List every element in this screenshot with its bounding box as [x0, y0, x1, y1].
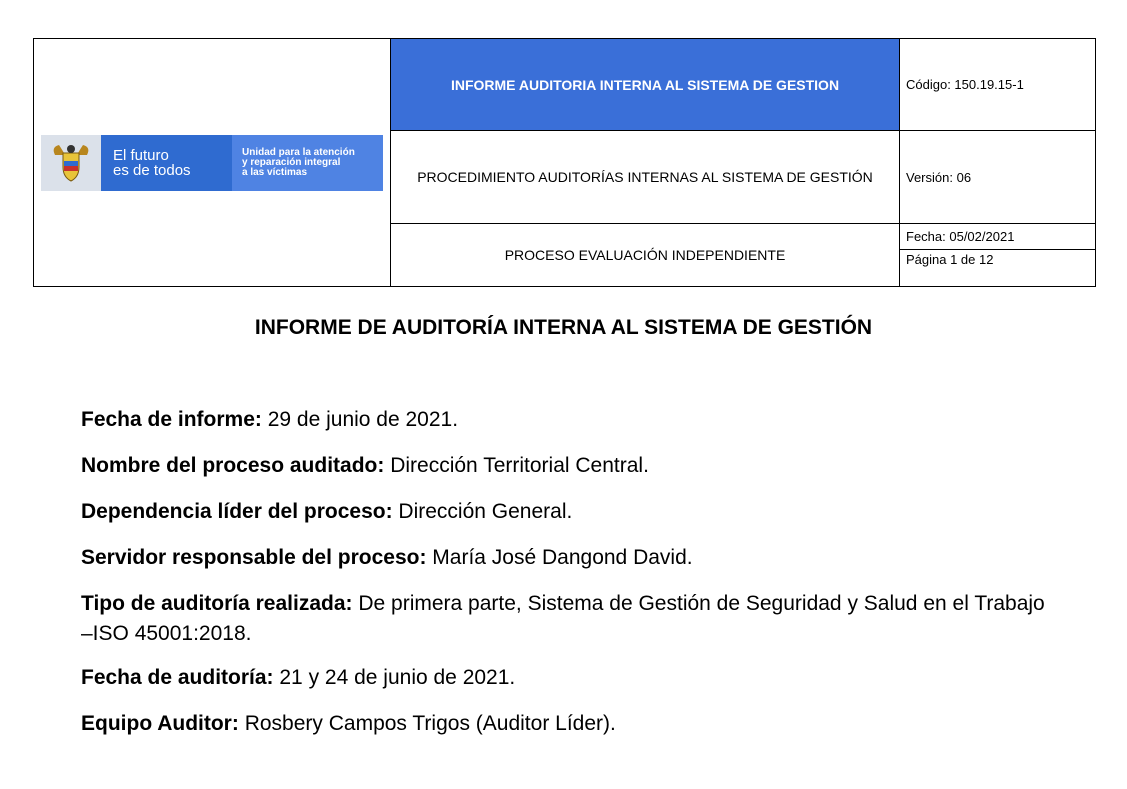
unit-line-3: a las víctimas: [242, 166, 308, 178]
field-fecha-auditoria: [81, 663, 1061, 693]
header-fecha: Fecha: 05/02/2021: [900, 223, 1096, 249]
field-equipo-auditor: [81, 709, 1061, 739]
header-codigo: Código: 150.19.15-1: [900, 39, 1096, 131]
unit-line-2: y reparación integral: [242, 156, 341, 168]
header-process-title: PROCESO EVALUACIÓN INDEPENDIENTE: [391, 223, 900, 286]
slogan-line-1: El futuro: [113, 146, 169, 164]
header-version: Versión: 06: [900, 131, 1096, 223]
field-label: Equipo Auditor:: [81, 712, 239, 735]
field-label: Fecha de informe:: [81, 408, 262, 431]
field-label: Servidor responsable del proceso:: [81, 546, 427, 569]
field-label: Fecha de auditoría:: [81, 666, 274, 689]
document-title: INFORME DE AUDITORÍA INTERNA AL SISTEMA DE GESTIÓN: [254, 316, 873, 339]
field-fecha-informe: [81, 405, 1061, 435]
coat-of-arms-icon: [51, 141, 91, 185]
field-value: María José Dangond David.: [426, 546, 693, 569]
unit-name-box: [232, 135, 383, 191]
slogan-line-2: es de todos: [113, 161, 191, 179]
field-value: 29 de junio de 2021.: [261, 408, 459, 431]
field-value: Dirección General.: [392, 500, 573, 523]
slogan-box: [101, 135, 232, 191]
unit-line-1: Unidad para la atención: [242, 146, 355, 158]
field-servidor-responsable: [81, 543, 1061, 573]
field-value: Rosbery Campos Trigos (Auditor Líder).: [238, 712, 616, 735]
institution-logo: [41, 135, 383, 191]
field-label: Nombre del proceso auditado:: [81, 454, 385, 477]
field-label: Dependencia líder del proceso:: [81, 500, 393, 523]
header-main-title: INFORME AUDITORIA INTERNA AL SISTEMA DE GESTION: [391, 39, 900, 131]
emblem-box: [41, 135, 101, 191]
field-tipo-auditoria: [81, 589, 1061, 649]
field-value: Dirección Territorial Central.: [384, 454, 649, 477]
logo-cell: [34, 39, 391, 287]
header-procedure-title: PROCEDIMIENTO AUDITORÍAS INTERNAS AL SISTEMA DE GESTIÓN: [391, 131, 900, 223]
field-value: De primera parte, Sistema de Gestión de Seguridad y Salud en el Trabajo –ISO 45001:2018.: [81, 592, 1045, 645]
header-pagina: Página 1 de 12: [900, 249, 1096, 286]
field-dependencia-lider: [81, 497, 1061, 527]
field-proceso-auditado: [81, 451, 1061, 481]
document-header-table: [33, 38, 1096, 287]
field-value: 21 y 24 de junio de 2021.: [273, 666, 516, 689]
field-label: Tipo de auditoría realizada:: [81, 592, 353, 615]
